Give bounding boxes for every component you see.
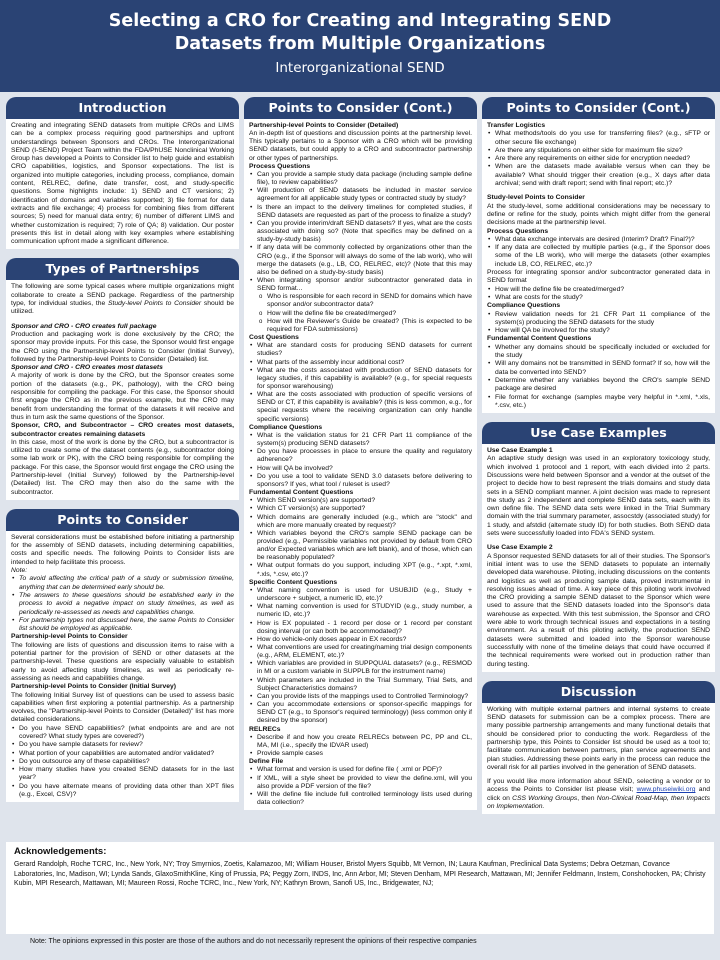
acknowledgements-panel (6, 842, 714, 934)
acknowledgements-text: Gerard Randolph, Roche TCRC, Inc., New York, NY; Troy Smyrnios, Zoetis, Kalamazoo, MI; William Houser, Bristol Myers Squibb, Mt Vernon, IN; Laura Kaufman, Preclinical Data Systems; Debra Oetzman, Covance Laboratories, Inc, Madison, WI; Lynda Sands, GlaxoSmithKline, King of Prussia, PA; Peggy Zorn, INDS, Inc, Ann Arbor, MI; Steven Denham, MPI Research, Mattawan, MI; Jennifer Feldmann, Instem, Conshohocken, PA; Christy Kubin, MPI Research, Mattawan, MI; Maureen Rossi, Roche TCRC, Inc., New York, NY; Kathryn Brown, Sanofi US, Inc., Bridgewater, NJ; (14, 861, 706, 887)
list-item: • What naming convention is used for STUDYID (e.g., study number, a numeric ID, etc.)? (249, 603, 472, 619)
study-compliance-list (487, 311, 710, 336)
list-item: • What data exchange intervals are desired (Interim? Draft? Final?)? (487, 236, 710, 244)
list-item: • Can you accommodate extensions or sponsor-specific mappings for SEND CT (e.g., to Sponsor's required terminology) (less common only if desired by the sponsor) (249, 701, 472, 725)
points-partnership-text: The following are lists of questions and discussion items to raise with a potential partner for the provision of SEND or other datasets at the partnership-level. These questions are especially valuable to establish early to avoid affecting study timelines, as well as periodically re-assessing as needs and capabilities change. (11, 641, 234, 682)
list-item: • How do vehicle-only doses appear in EX records? (249, 636, 472, 644)
list-item: • What are the costs associated with production of specific versions of SEND or CT, if this capability is available? (this is less common, e.g., for special requests where the receiving organization can only handle specific versions) (249, 391, 472, 424)
list-item: • Will any domains not be transmitted in SEND format? If so, how will the data be converted into SEND? (487, 360, 710, 377)
list-item: • For partnership types not discussed here, the same Points to Consider list should be employed as applicable. (11, 617, 234, 634)
list-item: • Which CT version(s) are supported? (249, 505, 472, 513)
section-heading-use-cases: Use Case Examples (482, 422, 715, 444)
list-item: • To avoid affecting the critical path of a study or submission timeline, anything that can be determined early should be. (11, 575, 234, 592)
points-note-label: Note: (11, 567, 28, 575)
points-cont-body (244, 119, 477, 810)
study-integration-list (487, 286, 710, 303)
points-initial-survey-text: The following Initial Survey list of questions can be used to assess basic capabilities when first exploring a potential partnership. As a partnership evolves, the "Partnership-level Points to Consider (Detailed)" list has more detailed considerations. (11, 691, 234, 724)
discussion-body (482, 703, 715, 815)
study-compliance-heading: Compliance Questions (487, 302, 561, 310)
list-item: • Do you have alternate means of providing data other than XPT files (e.g., Excel, CSV)? (11, 783, 234, 800)
column-left (6, 97, 239, 802)
process-heading: Process Questions (249, 162, 311, 170)
study-level-text: At the study-level, some additional considerations may be necessary to define or refine for the study, points which might differ from the general decisions made at the partnership level. (487, 202, 710, 227)
types-case1-heading: Sponsor and CRO - CRO creates full package (11, 322, 157, 330)
discussion-text: Working with multiple external partners and internal systems to create SEND datasets for submission can be a complex process. There are many possible partnership arrangements and many functional details that should be considered prior to conducting the work. Regardless of the partnership type, this Points to Consider list should be used as a tool to; facilitate communication between partners, plan service agreements and plan studies. Addressing these points early in the process can reduce the overall risk for all parties involved in the generation of SEND datasets. (487, 705, 710, 771)
list-item: • Can you provide lists of the mappings used to Controlled Terminology? (249, 693, 472, 701)
list-item: • Do you have SEND capabilities? (what endpoints are and are not covered? What study types are covered?) (11, 725, 234, 742)
transfer-list (487, 130, 710, 188)
list-item: • How many studies have you created SEND datasets for in the last year? (11, 766, 234, 783)
acknowledgements-heading: Acknowledgements: (14, 846, 107, 857)
study-integration-text: Process for integrating sponsor and/or subcontractor generated data in SEND format (487, 269, 710, 285)
list-item: • Will production of SEND datasets be included in master service agreement for all applicable study types or contracted study by study? (249, 187, 472, 203)
list-item: • Can you provide a sample study data package (including sample define file), to review capabilities? (249, 171, 472, 187)
poster-title-line2: Datasets from Multiple Organizations (174, 34, 546, 54)
introduction-body (6, 119, 239, 249)
poster-subtitle: Interorganizational SEND (275, 60, 445, 76)
list-item: o Who is responsible for each record in SEND for domains which have sponsor and/or subcontractor data? (249, 293, 472, 309)
list-item: • Are there any stipulations on either side for maximum file size? (487, 147, 710, 155)
specific-list (249, 587, 472, 726)
list-item: • Which domains are generally included (e.g., which are "stock" and which are more manually created by request)? (249, 514, 472, 530)
relrec-heading: RELRECs (249, 725, 281, 733)
use-case1-heading: Use Case Example 1 (487, 447, 553, 455)
define-heading: Define File (249, 758, 284, 766)
points-notes-list (11, 575, 234, 633)
list-item: • How will the define file be created/merged? (487, 286, 710, 294)
list-item: • Which SEND version(s) are supported? (249, 497, 472, 505)
list-item: • Will the define file include full controlled terminology lists used during data collection? (249, 791, 472, 807)
study-fundamental-heading: Fundamental Content Questions (487, 335, 592, 343)
define-list (249, 766, 472, 807)
list-item: • If XML, will a style sheet be provided to view the define.xml, will you also provide a PDF version of the file? (249, 775, 472, 791)
fundamental-heading: Fundamental Content Questions (249, 489, 354, 497)
detailed-heading: Partnership-level Points to Consider (Detailed) (249, 122, 399, 129)
list-item: • How will QA be involved? (249, 465, 472, 473)
list-item: • What output formats do you support, including XPT (e.g., *.xpt, *.xml, *.xls, *.csv, etc.)? (249, 562, 472, 578)
types-case1-text: Production and packaging work is done exclusively by the CRO; the sponsor may provide inputs. For this case, the Sponsor would first engage the CRO using the Partnership-level Points to Consider (Initial Survey), followed by the Partnership-level Points to Consider (Detailed) list. (11, 330, 234, 363)
list-item: • Describe if and how you create RELRECs between PC, PP and CL, MA, MI (i.e., specify the IDVAR used) (249, 734, 472, 750)
list-item: • What methods/tools do you use for transferring files? (e.g., sFTP or other secure file exchange) (487, 130, 710, 147)
list-item: • Do you use a tool to validate SEND 3.0 datasets before delivering to sponsors? If yes, what tool / ruleset is used? (249, 473, 472, 489)
study-fundamental-list (487, 344, 710, 410)
list-item: • What portion of your capabilities are automated and/or validated? (11, 750, 234, 758)
compliance-heading: Compliance Questions (249, 423, 323, 431)
section-heading-points-cont: Points to Consider (Cont.) (244, 97, 477, 119)
list-item: • What are the costs associated with production of SEND datasets for legacy studies, if this capability is available? (e.g., for special requests for sponsor warehousing) (249, 367, 472, 391)
poster-title-line1: Selecting a CRO for Creating and Integrating SEND (108, 11, 612, 31)
list-item: • When are the datasets made available versus when can they be available? What should trigger their creation (e.g., X days after data archival; send with draft report; send with final report; etc.)? (487, 163, 710, 188)
study-level-heading: Study-level Points to Consider (487, 194, 585, 202)
phuse-wiki-link[interactable]: www.phuseiwiki.org (636, 786, 696, 794)
list-item: • Review validation needs for 21 CFR Part 11 compliance of the system(s) producing the SEND datasets for the study (487, 311, 710, 328)
disclaimer-note: Note: The opinions expressed in this poster are those of the authors and do not necessarily represent the opinions of their respective companies (30, 938, 477, 945)
list-item: • Do you have processes in place to ensure the quality and regulatory adherence? (249, 448, 472, 464)
process-list (249, 171, 472, 334)
use-cases-body (482, 444, 715, 672)
column-middle (244, 97, 477, 810)
points-initial-survey-heading: Partnership-level Points to Consider (Initial Survey) (11, 683, 177, 691)
types-case2-heading: Sponsor and CRO - CRO creates most datasets (11, 364, 163, 372)
compliance-list (249, 432, 472, 489)
list-item: • Whether any domains should be specifically included or excluded for the study (487, 344, 710, 361)
list-item: • What parts of the assembly incur additional cost? (249, 359, 472, 367)
points-intro: Several considerations must be established before initiating a partnership for the assembly of SEND datasets, including determining capabilities, costs and specific needs. The following Points to Consider lists are intended to help facilitate this process. (11, 533, 234, 566)
fundamental-list (249, 497, 472, 579)
types-intro: The following are some typical cases where multiple organizations might collaborate to create a SEND package. Regardless of the partnership type, for individual studies, the Study-level Points to Consider should be utilized. (11, 283, 234, 316)
list-item: • What are costs for the study? (487, 294, 710, 302)
specific-heading: Specific Content Questions (249, 578, 338, 586)
list-item: • When integrating sponsor and/or subcontractor generated data in SEND format... (249, 277, 472, 293)
section-heading-points: Points to Consider (6, 509, 239, 531)
list-item: • If any data are collected by multiple parties (e.g., if the Sponsor does some of the LB work), who will merge the datasets (other examples include LB, CO, RELREC, etc.)? (487, 244, 710, 269)
list-item: • What format and version is used for define file ( .xml or PDF)? (249, 766, 472, 774)
section-heading-points-cont-2: Points to Consider (Cont.) (482, 97, 715, 119)
list-item: • Can you provide interim/draft SEND datasets? If yes, what are the costs associated with doing so? (Note that specifics may be defined on a study-by-study basis) (249, 220, 472, 244)
cost-heading: Cost Questions (249, 334, 299, 342)
list-item: • Which variables beyond the CRO's sample SEND package can be provided (e.g., Permissible variables not provided by default from CRO and/or Expected variables which are left blank), and of those, which can be reasonably populated? (249, 530, 472, 563)
types-case2-text: A majority of work is done by the CRO, but the Sponsor creates some portion of the datasets (e.g., PK, pathology), with the CRO being responsible for compiling the package. For this case, the Sponsor should first engage the CRO as in the previous example, but the CRO may benefit from understanding the format of the datasets it will receive and thus in turn ask the same questions of the Sponsor. (11, 372, 234, 421)
poster-header (0, 0, 720, 92)
list-item: • Is there an impact to the delivery timelines for completed studies, if SEND datasets are requested as part of the process to finalize a study? (249, 204, 472, 220)
study-process-heading: Process Questions (487, 227, 549, 235)
study-process-list (487, 236, 710, 269)
list-item: o How will the define file be created/merged? (249, 310, 472, 318)
list-item: • Do you have sample datasets for review? (11, 741, 234, 749)
transfer-heading: Transfer Logistics (487, 122, 546, 129)
points-body (6, 531, 239, 803)
introduction-text: Creating and integrating SEND datasets from multiple CROs and LIMS can be a complex process requiring good partnerships and upfront understandings between Sponsors and CROs. The Interorganizational SEND (I-SEND) Project Team within the FDA/PhUSE Nonclinical Working Group has developed a Points to Consider list to help guide and establish CRO capabilities, logistics, and Sponsor expectations. The list is organized into multiple categories, including process, compliance, domain content, RELREC, define, date transfer, cost, and study-specific questions. Some highlights include: 1) SEND and CT versions; 2) identification of domains and variables supported; 3) file format for data extracts and file exchange; 4) process for combining files from different sources; 5) need for manual data entry; 6) number of different LIMS and whether customization is required; 7) role of QA; 8) validation. Our poster presents this list in detail along with key examples where establishing communication upfront made a significant difference. (11, 122, 234, 246)
discussion-more-info: If you would like more information about SEND, selecting a vendor or to access the Points to Consider list please visit; www.phuseiwiki.org and click on CSS Working Groups, then Non-Clinical Road-Map, then Impacts on Implementation. (487, 778, 710, 811)
cost-list (249, 342, 472, 424)
detailed-text: An in-depth list of questions and discussion points at the partnership level. This typically pertains to a Sponsor with a CRO which will be providing SEND datasets, but could apply to a CRO and subcontractor partnership or other types of partnerships. (249, 130, 472, 162)
list-item: • How is EX populated - 1 record per dose or 1 record per constant dosing interval (or can both be accommodated)? (249, 620, 472, 636)
section-heading-types: Types of Partnerships (6, 258, 239, 280)
section-heading-discussion: Discussion (482, 681, 715, 703)
list-item: • Determine whether any variables beyond the CRO's sample SEND package are desired (487, 377, 710, 394)
list-item: • What naming convention is used for USUBJID (e.g., Study + underscore + subject, a numeric ID, etc.)? (249, 587, 472, 603)
relrec-list (249, 734, 472, 758)
list-item: • How will QA be involved for the study? (487, 327, 710, 335)
points-cont2-body (482, 119, 715, 413)
list-item: o How will the Reviewer's Guide be created? (This is expected to be required for FDA submissions) (249, 318, 472, 334)
list-item: • What are standard costs for producing SEND datasets for current studies? (249, 342, 472, 358)
types-body (6, 280, 239, 499)
points-partnership-heading: Partnership-level Points to Consider (11, 633, 128, 641)
use-case1-text: An adaptive study design was used in an exploratory toxicology study, which involved 1 protocol and 1 report, with each divided into 2 parts. Discussions were held between Sponsor and a vendor at the outset of the project to decide how to best represent the trials domains and study data sets in a SEND compliant manner. A joint decision was made to represent the study as 2 independent and complete SEND data sets, each with its own define file. The SEND data sets were linked in the Trial Summary domain with the trial summary parameter, assocstdy (associated study) for 1 study, and afstdid (alternate study ID) for both studies. Both SEND data sets were successfully loaded into FDA's SEND system. (487, 455, 710, 538)
list-item: • Do you outsource any of these capabilities? (11, 758, 234, 766)
list-item: • If any data will be commonly collected by organizations other than the CRO (e.g., if the Sponsor will always do some of the lab work), who will merge the datasets (e.g., LB, CO, RELREC, etc)? (Note that this may also be defined on a study-by-study basis) (249, 244, 472, 277)
list-item: • What is the validation status for 21 CFR Part 11 compliance of the system(s) producing SEND datasets? (249, 432, 472, 448)
list-item: • The answers to these questions should be established early in the process to avoid a negative impact on study timelines, as well as periodically re-assessed as needs and capabilities change. (11, 592, 234, 617)
section-heading-introduction: Introduction (6, 97, 239, 119)
list-item: • File format for exchange (samples maybe very helpful in *.xml, *.xls, *.csv, etc.) (487, 394, 710, 411)
list-item: • Which parameters are included in the Trial Summary, Trial Sets, and Subject Characteristics domains? (249, 677, 472, 693)
types-case3-heading: Sponsor, CRO, and Subcontractor – CRO creates most datasets, subcontractor creates remaining datasets (11, 422, 234, 438)
list-item: • Are there any requirements on either side for encryption needed? (487, 155, 710, 163)
list-item: • What conventions are used for creating/naming trial design components (e.g., ARM, ELEMENT, etc.)? (249, 644, 472, 660)
points-initial-survey-list (11, 725, 234, 800)
types-case3-text: In this case, most of the work is done by the CRO, but a subcontractor is utilized to create some of the dataset contents (e.g., subcontractor doing some lab work or PK), with the CRO being responsible for compiling the package. For this case, the Sponsor would first engage the CRO using the Partnership-level (Initial Survey) followed by the Partnership-level (Detailed) list. The CRO may then also do the same with the subcontractor. (11, 438, 234, 496)
column-right (482, 97, 715, 814)
use-case2-heading: Use Case Example 2 (487, 544, 553, 552)
use-case2-text: A Sponsor requested SEND datasets for all of their studies. The Sponsor's initial intent was to use the SEND datasets to populate an internally developed data warehouse. Piloting, including discussions on the contents and logistics as well as producing sample data, proved instrumental in resolving issues ahead of time. A key piece of this piloting work involved the CRO providing a sample SEND dataset to the Sponsor which were used to assure that the SEND datasets loaded into the Sponsor's data warehouse as expected. With this test submission, the Sponsor and CRO were able to work through technical issues and expectations in a testing environment. As a result of this piloting activity, the production SEND datasets were submitted and loaded into the Sponsor warehouse successfully with none of the timeline delays that could have occurred if the technical requirements were worked out in production rather than during testing. (487, 552, 710, 668)
list-item: • Which variables are provided in SUPPQUAL datasets? (e.g., RESMOD in MI or a custom variable in SUPPLB for the instrument name) (249, 660, 472, 676)
list-item: • Provide sample cases (249, 750, 472, 758)
